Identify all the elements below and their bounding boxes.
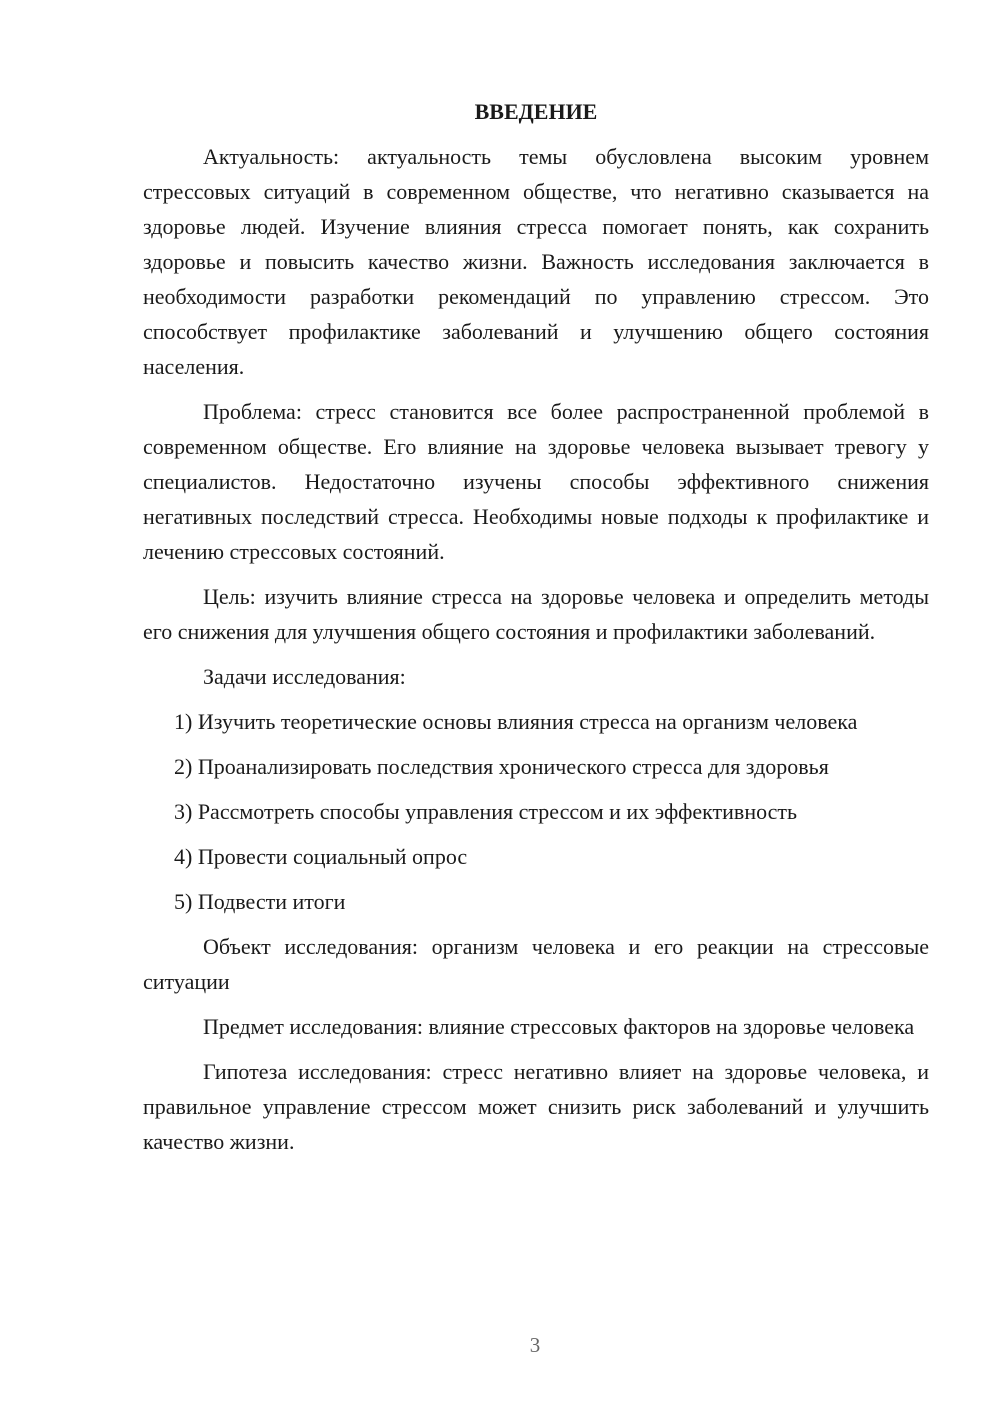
- task-item: 2) Проанализировать последствия хронического стресса для здоровья: [174, 754, 829, 779]
- page-number: 3: [529, 1333, 541, 1357]
- paragraph-object: Объект исследования: организм человека и его реакции на стрессовые ситуации: [143, 934, 929, 994]
- paragraph-goal: Цель: изучить влияние стресса на здоровье человека и определить методы его снижения для улучшения общего состояния и профилактики заболеваний.: [143, 584, 929, 644]
- task-item: 3) Рассмотреть способы управления стрессом и их эффективность: [174, 799, 798, 824]
- tasks-heading: Задачи исследования:: [203, 664, 406, 689]
- task-item: 1) Изучить теоретические основы влияния стресса на организм человека: [174, 709, 858, 734]
- paragraph-problem: Проблема: стресс становится все более распространенной проблемой в современном обществе. Его влияние на здоровье человека вызывает тревогу у специалистов. Недостаточно изучены способы эффективного снижения негативных последствий стресса. Необходимы новые подходы к профилактике и лечению стрессовых состояний.: [143, 399, 929, 564]
- section-title: ВВЕДЕНИЕ: [474, 99, 598, 124]
- page-content: [143, 94, 929, 1169]
- paragraph-hypothesis: Гипотеза исследования: стресс негативно влияет на здоровье человека, и правильное управление стрессом может снизить риск заболеваний и улучшить качество жизни.: [143, 1059, 929, 1154]
- paragraph-relevance: Актуальность: актуальность темы обусловлена высоким уровнем стрессовых ситуаций в современном обществе, что негативно сказывается на здоровье людей. Изучение влияния стресса помогает понять, как сохранить здоровье и повысить качество жизни. Важность исследования заключается в необходимости разработки рекомендаций по управлению стрессом. Это способствует профилактике заболеваний и улучшению общего состояния населения.: [143, 144, 929, 379]
- paragraph-subject: Предмет исследования: влияние стрессовых факторов на здоровье человека: [203, 1014, 915, 1039]
- task-item: 4) Провести социальный опрос: [174, 844, 468, 869]
- task-item: 5) Подвести итоги: [174, 889, 346, 914]
